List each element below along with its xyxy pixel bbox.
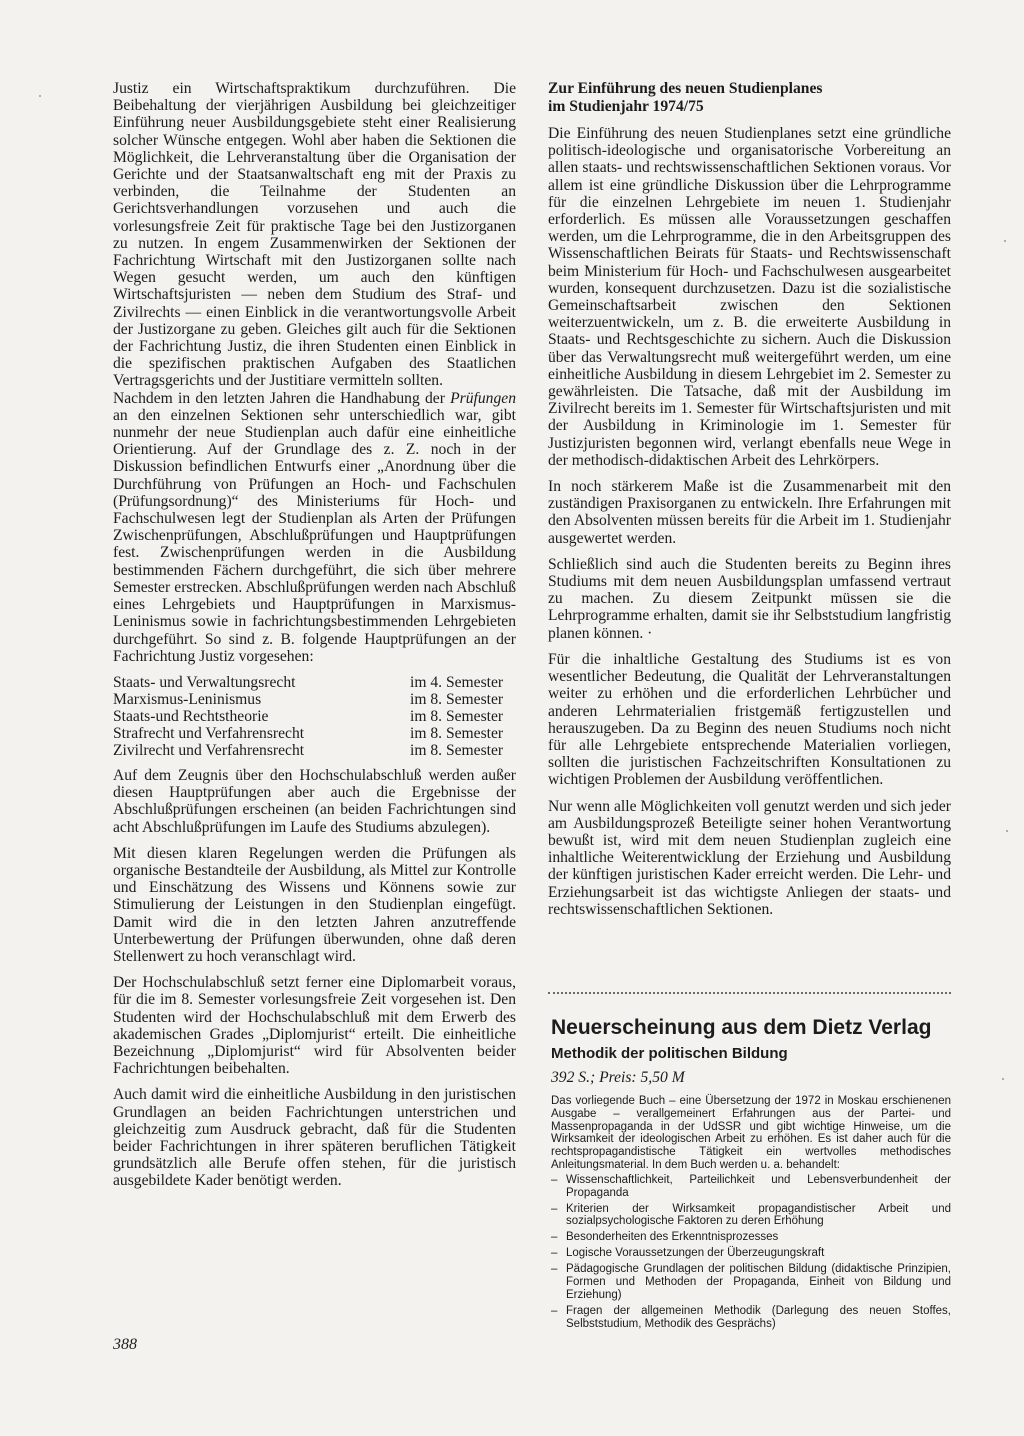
emphasis-pruefungen: Prüfungen [450, 389, 516, 407]
exam-semester: im 4. Semester [410, 673, 504, 691]
advert-title: Neuerscheinung aus dem Dietz Verlag [551, 1016, 932, 1039]
list-item [551, 1305, 951, 1331]
list-item-text: Fragen der allgemeinen Methodik (Darlegung des neuen Stoffes, Selbststudium, Methodik des Gesprächs) [566, 1304, 951, 1330]
advert-topic-list [551, 1174, 951, 1331]
list-item [551, 1263, 951, 1301]
paragraph: Schließlich sind auch die Studenten bereits zu Beginn ihres Studiums mit dem neuen Ausbildungsplan umfassend vertraut zu machen. Zu diesem Zeitpunkt müssen sie die Lehrprogramme erhalten, damit sie ihr Selbststudium langfristig planen können. · [548, 555, 951, 642]
left-paragraphs-a [113, 80, 516, 390]
exam-table [113, 674, 516, 759]
list-item [551, 1174, 951, 1200]
pruefungen-paragraph [113, 390, 516, 665]
list-item [551, 1231, 951, 1244]
exam-subject: Staats- und Verwaltungsrecht [113, 673, 296, 691]
dash-bullet-icon: – [551, 1247, 558, 1260]
paragraph-text: Nachdem in den letzten Jahren die Handhabung der [113, 389, 451, 407]
exam-subject: Zivilrecht und Verfahrensrecht [113, 741, 305, 759]
list-item-text: Wissenschaftlichkeit, Parteilichkeit und Lebensverbundenheit der Propaganda [566, 1173, 951, 1199]
right-column [548, 80, 951, 918]
dash-bullet-icon: – [551, 1263, 558, 1276]
table-row [113, 691, 516, 708]
exam-semester: im 8. Semester [410, 690, 504, 708]
table-row [113, 674, 516, 691]
table-row [113, 742, 516, 759]
paragraph: Für die inhaltliche Gestaltung des Studiums ist es von wesentlicher Bedeutung, die Qualität der Lehrveranstaltungen weiter zu erhöhen und die erforderlichen Lehrbücher und anderen Lehrmaterialien fristgemäß fertigzustellen und herauszugeben. Da zu Beginn des neuen Studiums noch nicht für alle Lehrgebiete entsprechende Materialien vorliegen, sollten die juristischen Fachzeitschriften Konsultationen zu wichtigen Problemen der Ausbildung veröffentlichen. [548, 650, 951, 789]
section-heading-line: Zur Einführung des neuen Studienplanes [548, 80, 823, 97]
exam-semester: im 8. Semester [410, 707, 504, 725]
dash-bullet-icon: – [551, 1173, 558, 1186]
list-item [551, 1247, 951, 1260]
dotted-divider [548, 992, 951, 994]
scan-speck [1006, 830, 1008, 832]
list-item-text: Logische Voraussetzungen der Überzeugungskraft [566, 1247, 825, 1260]
paragraph: Auf dem Zeugnis über den Hochschulabschluß werden außer diesen Hauptprüfungen aber auch die Ergebnisse der Abschlußprüfungen erscheinen (an beiden Fachrichtungen sind acht Abschlußprüfungen im Laufe des Studiums abzulegen). [113, 766, 516, 836]
paragraph: Nur wenn alle Möglichkeiten voll genutzt werden und sich jeder am Ausbildungsprozeß Beteiligte seiner hohen Verantwortung bewußt ist, wird mit dem neuen Studienplan zugleich eine inhaltliche Weiterentwicklung der Erziehung und Ausbildung der künftigen juristischen Kader erreicht werden. Die Lehr- und Erziehungsarbeit ist das wichtigste Anliegen der staats- und rechtswissenschaftlichen Sektionen. [548, 797, 951, 918]
dash-bullet-icon: – [551, 1231, 558, 1244]
paragraph: Auch damit wird die einheitliche Ausbildung in den juristischen Grundlagen an beiden Fachrichtungen unterstrichen und gleichzeitig zum Ausdruck gebracht, daß für die Studenten beider Fachrichtungen in ihrer späteren beruflichen Tätigkeit grundsätzlich alle Berufe offen stehen, für die juristisch ausgebildete Kader benötigt werden. [113, 1086, 516, 1190]
left-column [113, 80, 516, 1190]
advert-book-title: Methodik der politischen Bildung [551, 1045, 788, 1062]
dash-bullet-icon: – [551, 1202, 558, 1215]
scan-speck [39, 95, 41, 97]
list-item [551, 1203, 951, 1229]
exam-subject: Strafrecht und Verfahrensrecht [113, 724, 305, 742]
paragraph: In noch stärkerem Maße ist die Zusammenarbeit mit den zuständigen Praxisorganen zu entwickeln. Ihre Erfahrungen mit den Absolventen müssen bereits für die Arbeit im 1. Studienjahr ausgewertet werden. [548, 478, 951, 547]
list-item-text: Besonderheiten des Erkenntnisprozesses [566, 1231, 779, 1244]
paragraph: Der Hochschulabschluß setzt ferner eine Diplomarbeit voraus, für die im 8. Semester vorlesungsfreie Zeit vorgesehen ist. Den Studenten wird der Hochschulabschluß mit dem Erwerb des akademischen Grades „Diplomjurist“ erteilt. Die einheitliche Bezeichnung „Diplomjurist“ wird für Absolventen beider Fachrichtungen beibehalten. [113, 974, 516, 1078]
advert-intro: Das vorliegende Buch – eine Übersetzung der 1972 in Moskau erschienenen Ausgabe – verallgemeinert Erfahrungen aus der Partei- und Massenpropaganda in der UdSSR und gibt wichtige Hinweise, um die Wirksamkeit der ideologischen Arbeit zu erhöhen. Es ist daher auch für die rechtspropagandistische Tätigkeit ein wertvolles methodisches Anleitungsmaterial. In dem Buch werden u. a. behandelt: [551, 1095, 951, 1171]
exam-subject: Staats-und Rechtstheorie [113, 707, 269, 725]
section-heading-line: im Studienjahr 1974/75 [548, 97, 704, 115]
section-heading [548, 80, 951, 115]
table-row [113, 725, 516, 742]
dash-bullet-icon: – [551, 1304, 558, 1317]
scan-speck [1004, 240, 1006, 242]
exam-semester: im 8. Semester [410, 741, 504, 759]
page-number: 388 [113, 1336, 137, 1353]
left-paragraphs-b [113, 767, 516, 1190]
exam-semester: im 8. Semester [410, 724, 504, 742]
paragraph: Justiz ein Wirtschaftspraktikum durchzuführen. Die Beibehaltung der vierjährigen Ausbildung bei gleichzeitiger Einführung neuer Ausbildungsgebiete steht einer Realisierung solcher Wünsche entgegen. Wohl aber haben die Sektionen die Möglichkeit, die Lehrveranstaltung über die Organisation der Gerichte und der Staatsanwaltschaft eng mit der Praxis zu verbinden, die Teilnahme der Studenten an Gerichtsverhandlungen vorzusehen und auch die vorlesungsfreie Zeit für praktische Tage bei den Justizorganen zu nutzen. In engem Zusammenwirken der Sektionen der Fachrichtung Wirtschaft mit den Justizorganen sollte nach Wegen gesucht werden, um auch den künftigen Wirtschaftsjuristen — neben dem Studium des Straf- und Zivilrechts — einen Einblick in die verantwortungsvolle Arbeit der Justizorgane zu geben. Gleiches gilt auch für die Sektionen der Fachrichtung Justiz, die ihren Studenten einen Einblick in die spezifischen praktischen Aufgaben des Staatlichen Vertragsgerichts und der Justitiare vermitteln sollten. [113, 80, 516, 390]
advert-body [551, 1095, 951, 1334]
list-item-text: Kriterien der Wirksamkeit propagandistischer Arbeit und sozialpsychologische Faktoren zu deren Erhöhung [566, 1202, 951, 1228]
paragraph: Mit diesen klaren Regelungen werden die Prüfungen als organische Bestandteile der Ausbildung, als Mittel zur Kontrolle und Einschätzung des Wissens und Könnens sowie zur Stimulierung der Leistungen in den Studienplan eingefügt. Damit wird die in den letzten Jahren anzutreffende Unterbewertung der Prüfungen überwunden, ohne daß deren Stellenwert zu hoch veranschlagt wird. [113, 844, 516, 965]
paragraph: Die Einführung des neuen Studienplanes setzt eine gründliche politisch-ideologische und organisatorische Vorbereitung an allen staats- und rechtswissenschaftlichen Sektionen voraus. Vor allem ist eine gründliche Diskussion über die Lehrprogramme für die einzelnen Lehrgebiete im neuen 1. Studienjahr erforderlich. Es müssen alle Voraussetzungen geschaffen werden, um die Lehrprogramme, die in den Arbeitsgruppen des Wissenschaftlichen Beirats für Staats- und Rechtswissenschaft beim Ministerium für Hoch- und Fachschulwesen ausgearbeitet wurden, konsequent durchzusetzen. Dazu ist die sozialistische Gemeinschaftsarbeit zwischen den Sektionen weiterzuentwickeln, um z. B. die erweiterte Ausbildung in Staats- und Rechtsgeschichte zu sichern. Auch die Diskussion über das Verwaltungsrecht muß weitergeführt werden, um eine einheitliche Ausbildung in diesem Lehrgebiet im 2. Semester zu gewährleisten. Die Tatsache, daß mit der Ausbildung im Zivilrecht bereits im 1. Semester für Wirtschaftsjuristen und mit der Ausbildung in Kriminologie im 1. Semester für Justizjuristen begonnen wird, verlangt ebenfalls neue Wege in der methodisch-didaktischen Arbeit des Lehrkörpers. [548, 125, 951, 469]
scan-speck [1002, 1078, 1004, 1080]
advert-book-meta: 392 S.; Preis: 5,50 M [551, 1069, 685, 1086]
list-item-text: Pädagogische Grundlagen der politischen Bildung (didaktische Prinzipien, Formen und Methoden der Propaganda, Einheit von Bildung und Erziehung) [566, 1263, 951, 1301]
table-row [113, 708, 516, 725]
exam-subject: Marxismus-Leninismus [113, 690, 262, 708]
paragraph-text: an den einzelnen Sektionen sehr unterschiedlich war, gibt nunmehr der neue Studienplan auch dafür eine einheitliche Orientierung. Auf der Grundlage des z. Z. noch in der Diskussion befindlichen Entwurfs einer „Anordnung über die Durchführung von Prüfungen an Hoch- und Fachschulen (Prüfungsordnung)“ des Ministeriums für Hoch- und Fachschulwesen legt der Studienplan als Arten der Prüfungen Zwischenprüfungen, Abschlußprüfungen und Hauptprüfungen fest. Zwischenprüfungen werden in die Ausbildung bestimmenden Fächern durchgeführt, die sich über mehrere Semester erstrecken. Abschlußprüfungen werden nach Abschluß eines Lehrgebiets und Hauptprüfungen in Marxismus-Leninismus sowie in fachrichtungsbestimmenden Lehrgebieten durchgeführt. So sind z. B. folgende Hauptprüfungen an der Fachrichtung Justiz vorgesehen: [113, 406, 516, 665]
